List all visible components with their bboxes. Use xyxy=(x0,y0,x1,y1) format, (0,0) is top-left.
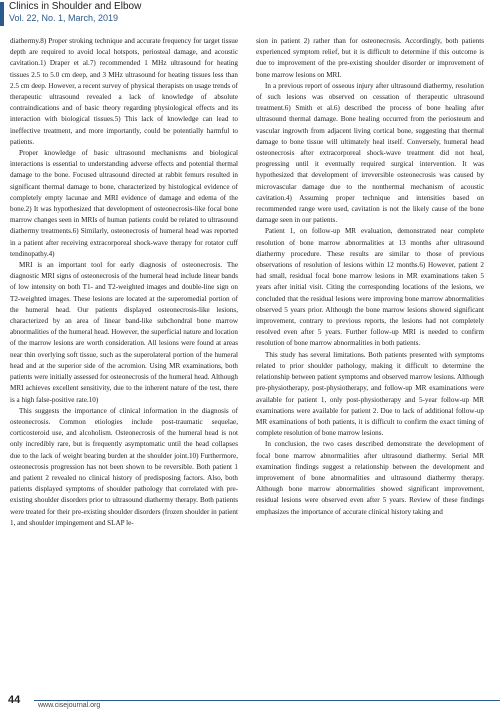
paragraph: Patient 1, on follow-up MR evaluation, demonstrated near complete resolution of bone marrow abnormalities at 13 months after ultrasound diathermy procedure. These results are similar to those of previous observations of resolution of lesions within 12 months.6) However, patient 2 had small, residual focal bone marrow lesions in MR examinations taken 5 years after initial visit. Citing the corresponding locations of the lesions, we concluded that the residual lesions were improving bone marrow abnormalities observed 5 years prior. Although the bone marrow lesions showed significant improvement, contrary to previous reports, the lesions had not completely resolved even after 5 years. Further follow-up MRI is needed to confirm resolution of bone marrow abnormalities in both patients. xyxy=(256,227,484,348)
paragraph: This suggests the importance of clinical information in the diagnosis of osteonecrosis. Common etiologies include post-traumatic sequelae, corticosteroid use, and alcoholism. Osteonecrosis of the humeral head is not only incredibly rare, but is frequently asymptomatic until the head collapses due to the lack of weight bearing burden at the shoulder joint.10) Furthermore, osteonecrosis progression has not been shown to be reversible. Both patient 1 and patient 2 revealed no clinical history of predisposing factors. Also, both patients displayed symptoms of shoulder pathology that correlated with pre-existing shoulder disorders prior to ultrasound diathermy therapy. Both patients were treated for their pre-existing shoulder disorders (frozen shoulder in patient 1, and shoulder impingement and SLAP le- xyxy=(10,406,238,527)
paragraph: diathermy.8) Proper stroking technique and accurate frequency for target tissue depth are required to avoid local hotspots, periosteal damage, and acoustic cavitation.1) Draper et al.7) recommended 1 MHz ultrasound for heating tissues 2.5 to 5.0 cm deep, and 3 MHz ultrasound for heating tissues less than 2.5 cm deep. However, a recent survey of physical therapists on usage trends of therapeutic ultrasound revealed a lack of knowledge of absolute contraindications and of basic theory regarding physiological effects and its interaction with biological tissues.5) This lack of knowledge can lead to ineffective treatment, and more importantly, could be potentially harmful to patients. xyxy=(10,37,238,146)
paragraph: MRI is an important tool for early diagnosis of osteonecrosis. The diagnostic MRI signs of osteonecrosis of the humeral head include linear bands of low intensity on both T1- and T2-weighted images and double-line sign on T2-weighted images. These lesions are located at the superomedial portion of the humeral head. Our patients displayed osteonecrosis-like lesions, characterized by an area of linear band-like subchondral bone marrow abnormalities of the humeral head. However, the superficial nature and location of the marrow lesions are worth consideration. All lesions were found at areas near thin overlying soft tissue, such as the superolateral portion of the humeral head and at the superior side of the acromion. Using MR examinations, both patients were initially assessed for osteonecrosis of the humeral head. Although MRI achieves excellent sensitivity, due to the inherent nature of the test, there is a high false-positive rate.10) xyxy=(10,261,238,404)
journal-url[interactable]: www.cisejournal.org xyxy=(38,702,101,709)
paragraph: This study has several limitations. Both patients presented with symptoms related to prior shoulder pathology, making it difficult to determine the relationship between patient symptoms and observed marrow lesions. Although pre-physiotherapy, post-physiotherapy, and follow-up MR examinations were available for patient 1, only post-physiotherapy and 5-year follow-up MR examinations were available for patient 2. Due to lack of additional follow-up MR examinations of both patients, it is difficult to confirm the exact timing of complete resolution of bone marrow lesions. xyxy=(256,350,484,438)
page-number: 44 xyxy=(8,694,21,706)
right-column xyxy=(256,36,484,518)
footer-rule xyxy=(34,700,500,701)
left-column xyxy=(10,36,238,529)
paragraph: sion in patient 2) rather than for osteonecrosis. Accordingly, both patients experienced symptom relief, but it is difficult to determine if this outcome is due to improvement of the pre-existing shoulder disorder or improvement of bone marrow lesions on MRI. xyxy=(256,37,484,79)
journal-volume: Vol. 22, No. 1, March, 2019 xyxy=(9,13,119,23)
journal-title: Clinics in Shoulder and Elbow xyxy=(9,1,142,12)
header-accent-bar xyxy=(0,2,4,26)
page-footer xyxy=(0,694,500,712)
paragraph: In a previous report of osseous injury after ultrasound diathermy, resolution of such lesions was observed on cessation of therapeutic ultrasound treatment.6) Smith et al.6) described the process of bone healing after ultrasound thermal damage. Bone healing occurred from the periosteum and vascular ingrowth from adjacent living cortical bone, suggesting that thermal damage to bone tissue will ultimately heal itself. Conversely, humeral head osteonecrosis after extracorporeal shock-wave treatment did not heal, progressing until it eventually required surgical intervention. It was hypothesized that development of irreversible osteonecrosis was caused by microvascular damage due to the nonthermal mechanism of acoustic cavitation.4) Assuming proper technique and intensities based on recommended range were used, cavitation is not the likely cause of the bone damage seen in our patients. xyxy=(256,81,484,225)
journal-header xyxy=(0,0,500,26)
paragraph: Proper knowledge of basic ultrasound mechanisms and biological interactions is essential to understanding adverse effects and potential thermal damage to the bone. Focused ultrasound directed at rabbit femurs resulted in significant thermal damage to bone, characterized by histological evidence of completely empty lacunae and MRI evidence of damage and edema of the bone.2) It was hypothesized that development of osteonecrosis-like focal bone marrow changes seen in MRIs of human patients could be related to ultrasound diathermy treatments.6) Similarly, osteonecrosis of humeral head was reported in a patient after receiving extracorporeal shock-wave therapy for rotator cuff tendinopathy.4) xyxy=(10,149,238,258)
paragraph: In conclusion, the two cases described demonstrate the development of focal bone marrow abnormalities after ultrasound diathermy. Serial MR examination findings suggest a relationship between the development and improvement of bone abnormalities and ultrasound diathermy therapy. Although bone marrow abnormalities showed significant improvement, residual lesions were observed even after 5 years. Review of these findings emphasizes the importance of accurate clinical history taking and xyxy=(256,440,484,516)
